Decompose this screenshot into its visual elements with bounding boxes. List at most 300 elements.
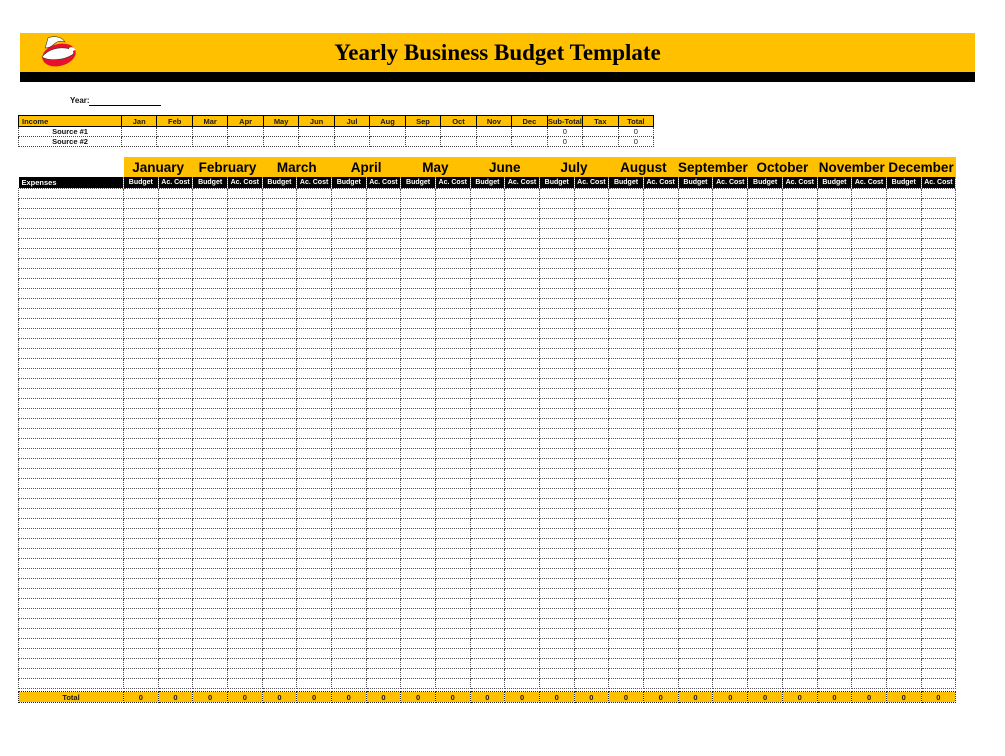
expense-value-cell[interactable] — [574, 329, 609, 339]
income-value-cell[interactable] — [405, 127, 440, 137]
expense-value-cell[interactable] — [262, 239, 297, 249]
expense-value-cell[interactable] — [297, 619, 332, 629]
expense-value-cell[interactable] — [366, 199, 401, 209]
expense-value-cell[interactable] — [886, 509, 921, 519]
expense-value-cell[interactable] — [227, 639, 262, 649]
expense-value-cell[interactable] — [539, 489, 574, 499]
expense-value-cell[interactable] — [366, 249, 401, 259]
expense-value-cell[interactable] — [609, 409, 644, 419]
expense-value-cell[interactable] — [262, 389, 297, 399]
expense-value-cell[interactable] — [158, 189, 193, 199]
expense-value-cell[interactable] — [366, 229, 401, 239]
expense-value-cell[interactable] — [921, 459, 956, 469]
expense-value-cell[interactable] — [435, 319, 470, 329]
expense-value-cell[interactable] — [505, 409, 540, 419]
expense-value-cell[interactable] — [539, 479, 574, 489]
expense-value-cell[interactable] — [609, 379, 644, 389]
expense-value-cell[interactable] — [817, 439, 852, 449]
expense-value-cell[interactable] — [470, 599, 505, 609]
expense-value-cell[interactable] — [852, 589, 887, 599]
expense-value-cell[interactable] — [193, 589, 228, 599]
expense-value-cell[interactable] — [539, 559, 574, 569]
expense-value-cell[interactable] — [643, 299, 678, 309]
expense-value-cell[interactable] — [331, 589, 366, 599]
expense-value-cell[interactable] — [782, 279, 817, 289]
expense-value-cell[interactable] — [366, 369, 401, 379]
expense-value-cell[interactable] — [401, 199, 436, 209]
expense-value-cell[interactable] — [921, 539, 956, 549]
expense-value-cell[interactable] — [643, 479, 678, 489]
expense-value-cell[interactable] — [886, 339, 921, 349]
expense-value-cell[interactable] — [713, 649, 748, 659]
expense-value-cell[interactable] — [539, 609, 574, 619]
expense-value-cell[interactable] — [574, 259, 609, 269]
expense-value-cell[interactable] — [678, 289, 713, 299]
expense-value-cell[interactable] — [609, 449, 644, 459]
expense-value-cell[interactable] — [124, 619, 159, 629]
expense-value-cell[interactable] — [262, 629, 297, 639]
expense-value-cell[interactable] — [401, 349, 436, 359]
expense-value-cell[interactable] — [713, 419, 748, 429]
expense-value-cell[interactable] — [678, 439, 713, 449]
expense-value-cell[interactable] — [782, 229, 817, 239]
expense-value-cell[interactable] — [505, 469, 540, 479]
expense-value-cell[interactable] — [470, 189, 505, 199]
expense-value-cell[interactable] — [227, 229, 262, 239]
expense-value-cell[interactable] — [124, 659, 159, 669]
expense-value-cell[interactable] — [193, 659, 228, 669]
expense-value-cell[interactable] — [713, 359, 748, 369]
expense-value-cell[interactable] — [748, 419, 783, 429]
expense-value-cell[interactable] — [262, 219, 297, 229]
expense-value-cell[interactable] — [748, 639, 783, 649]
expense-value-cell[interactable] — [852, 369, 887, 379]
expense-value-cell[interactable] — [505, 189, 540, 199]
expense-value-cell[interactable] — [262, 369, 297, 379]
expense-value-cell[interactable] — [678, 239, 713, 249]
expense-value-cell[interactable] — [678, 219, 713, 229]
expense-value-cell[interactable] — [748, 459, 783, 469]
expense-value-cell[interactable] — [817, 289, 852, 299]
expense-value-cell[interactable] — [331, 389, 366, 399]
expense-value-cell[interactable] — [782, 249, 817, 259]
expense-value-cell[interactable] — [643, 599, 678, 609]
expense-value-cell[interactable] — [921, 599, 956, 609]
expense-name-cell[interactable] — [19, 419, 124, 429]
expense-name-cell[interactable] — [19, 279, 124, 289]
expense-value-cell[interactable] — [124, 289, 159, 299]
expense-value-cell[interactable] — [713, 529, 748, 539]
expense-value-cell[interactable] — [262, 269, 297, 279]
expense-value-cell[interactable] — [401, 549, 436, 559]
expense-value-cell[interactable] — [539, 319, 574, 329]
expense-value-cell[interactable] — [297, 339, 332, 349]
expense-value-cell[interactable] — [262, 479, 297, 489]
expense-value-cell[interactable] — [435, 429, 470, 439]
expense-value-cell[interactable] — [124, 639, 159, 649]
expense-value-cell[interactable] — [262, 539, 297, 549]
expense-value-cell[interactable] — [886, 619, 921, 629]
expense-value-cell[interactable] — [886, 649, 921, 659]
expense-value-cell[interactable] — [609, 509, 644, 519]
expense-value-cell[interactable] — [470, 469, 505, 479]
expense-value-cell[interactable] — [886, 199, 921, 209]
expense-value-cell[interactable] — [921, 529, 956, 539]
income-value-cell[interactable] — [334, 137, 369, 147]
expense-value-cell[interactable] — [886, 519, 921, 529]
expense-value-cell[interactable] — [435, 189, 470, 199]
expense-value-cell[interactable] — [193, 249, 228, 259]
expense-value-cell[interactable] — [366, 329, 401, 339]
expense-name-cell[interactable] — [19, 389, 124, 399]
expense-value-cell[interactable] — [331, 299, 366, 309]
expense-value-cell[interactable] — [782, 199, 817, 209]
expense-value-cell[interactable] — [643, 459, 678, 469]
expense-value-cell[interactable] — [886, 659, 921, 669]
expense-value-cell[interactable] — [505, 519, 540, 529]
expense-name-cell[interactable] — [19, 369, 124, 379]
expense-value-cell[interactable] — [401, 629, 436, 639]
expense-value-cell[interactable] — [366, 569, 401, 579]
expense-value-cell[interactable] — [713, 539, 748, 549]
expense-value-cell[interactable] — [852, 599, 887, 609]
expense-value-cell[interactable] — [852, 199, 887, 209]
expense-value-cell[interactable] — [609, 639, 644, 649]
expense-value-cell[interactable] — [193, 299, 228, 309]
expense-value-cell[interactable] — [401, 679, 436, 689]
expense-value-cell[interactable] — [886, 489, 921, 499]
expense-value-cell[interactable] — [366, 239, 401, 249]
expense-value-cell[interactable] — [609, 579, 644, 589]
expense-value-cell[interactable] — [609, 349, 644, 359]
expense-value-cell[interactable] — [852, 559, 887, 569]
expense-value-cell[interactable] — [470, 489, 505, 499]
expense-value-cell[interactable] — [678, 489, 713, 499]
expense-value-cell[interactable] — [297, 469, 332, 479]
expense-value-cell[interactable] — [435, 209, 470, 219]
expense-value-cell[interactable] — [366, 289, 401, 299]
expense-value-cell[interactable] — [193, 209, 228, 219]
expense-value-cell[interactable] — [748, 249, 783, 259]
expense-value-cell[interactable] — [331, 399, 366, 409]
expense-value-cell[interactable] — [193, 329, 228, 339]
expense-value-cell[interactable] — [817, 549, 852, 559]
expense-value-cell[interactable] — [748, 499, 783, 509]
expense-value-cell[interactable] — [124, 349, 159, 359]
expense-value-cell[interactable] — [366, 599, 401, 609]
expense-value-cell[interactable] — [401, 309, 436, 319]
expense-value-cell[interactable] — [817, 379, 852, 389]
expense-value-cell[interactable] — [435, 559, 470, 569]
expense-value-cell[interactable] — [262, 569, 297, 579]
expense-value-cell[interactable] — [470, 479, 505, 489]
expense-value-cell[interactable] — [366, 579, 401, 589]
expense-value-cell[interactable] — [262, 439, 297, 449]
expense-value-cell[interactable] — [124, 559, 159, 569]
expense-value-cell[interactable] — [331, 619, 366, 629]
expense-value-cell[interactable] — [401, 389, 436, 399]
expense-value-cell[interactable] — [470, 589, 505, 599]
expense-value-cell[interactable] — [748, 199, 783, 209]
expense-value-cell[interactable] — [921, 389, 956, 399]
expense-value-cell[interactable] — [435, 499, 470, 509]
expense-value-cell[interactable] — [609, 329, 644, 339]
expense-value-cell[interactable] — [262, 279, 297, 289]
expense-name-cell[interactable] — [19, 479, 124, 489]
expense-value-cell[interactable] — [124, 679, 159, 689]
expense-value-cell[interactable] — [331, 229, 366, 239]
expense-value-cell[interactable] — [574, 639, 609, 649]
expense-value-cell[interactable] — [921, 299, 956, 309]
expense-name-cell[interactable] — [19, 409, 124, 419]
expense-value-cell[interactable] — [297, 429, 332, 439]
expense-name-cell[interactable] — [19, 219, 124, 229]
expense-value-cell[interactable] — [158, 359, 193, 369]
expense-value-cell[interactable] — [227, 289, 262, 299]
expense-value-cell[interactable] — [470, 559, 505, 569]
expense-value-cell[interactable] — [678, 599, 713, 609]
expense-value-cell[interactable] — [262, 549, 297, 559]
expense-value-cell[interactable] — [124, 509, 159, 519]
expense-value-cell[interactable] — [158, 469, 193, 479]
expense-value-cell[interactable] — [297, 419, 332, 429]
expense-value-cell[interactable] — [921, 449, 956, 459]
expense-value-cell[interactable] — [297, 549, 332, 559]
expense-value-cell[interactable] — [331, 489, 366, 499]
expense-value-cell[interactable] — [331, 649, 366, 659]
expense-value-cell[interactable] — [817, 679, 852, 689]
expense-value-cell[interactable] — [574, 609, 609, 619]
expense-value-cell[interactable] — [331, 239, 366, 249]
expense-value-cell[interactable] — [435, 369, 470, 379]
expense-value-cell[interactable] — [678, 569, 713, 579]
expense-value-cell[interactable] — [297, 369, 332, 379]
expense-name-cell[interactable] — [19, 529, 124, 539]
expense-value-cell[interactable] — [435, 269, 470, 279]
expense-value-cell[interactable] — [539, 589, 574, 599]
expense-value-cell[interactable] — [643, 629, 678, 639]
expense-value-cell[interactable] — [227, 629, 262, 639]
income-value-cell[interactable] — [512, 127, 547, 137]
expense-value-cell[interactable] — [643, 609, 678, 619]
expense-value-cell[interactable] — [921, 589, 956, 599]
expense-value-cell[interactable] — [713, 289, 748, 299]
expense-value-cell[interactable] — [748, 369, 783, 379]
expense-value-cell[interactable] — [158, 319, 193, 329]
expense-value-cell[interactable] — [505, 339, 540, 349]
expense-value-cell[interactable] — [817, 499, 852, 509]
expense-value-cell[interactable] — [539, 399, 574, 409]
expense-value-cell[interactable] — [158, 339, 193, 349]
expense-value-cell[interactable] — [158, 199, 193, 209]
expense-value-cell[interactable] — [124, 319, 159, 329]
expense-value-cell[interactable] — [678, 519, 713, 529]
expense-name-cell[interactable] — [19, 269, 124, 279]
expense-value-cell[interactable] — [886, 209, 921, 219]
expense-value-cell[interactable] — [609, 469, 644, 479]
expense-value-cell[interactable] — [262, 209, 297, 219]
expense-value-cell[interactable] — [262, 589, 297, 599]
expense-value-cell[interactable] — [643, 579, 678, 589]
expense-value-cell[interactable] — [505, 569, 540, 579]
expense-value-cell[interactable] — [331, 669, 366, 679]
expense-value-cell[interactable] — [297, 519, 332, 529]
expense-value-cell[interactable] — [713, 349, 748, 359]
expense-value-cell[interactable] — [505, 669, 540, 679]
expense-value-cell[interactable] — [609, 289, 644, 299]
expense-value-cell[interactable] — [748, 269, 783, 279]
expense-value-cell[interactable] — [921, 609, 956, 619]
expense-value-cell[interactable] — [470, 259, 505, 269]
expense-value-cell[interactable] — [193, 389, 228, 399]
expense-value-cell[interactable] — [748, 409, 783, 419]
expense-value-cell[interactable] — [852, 579, 887, 589]
expense-value-cell[interactable] — [852, 659, 887, 669]
expense-value-cell[interactable] — [539, 219, 574, 229]
expense-value-cell[interactable] — [401, 609, 436, 619]
expense-value-cell[interactable] — [886, 369, 921, 379]
expense-value-cell[interactable] — [297, 599, 332, 609]
expense-value-cell[interactable] — [366, 519, 401, 529]
expense-value-cell[interactable] — [713, 469, 748, 479]
expense-value-cell[interactable] — [817, 649, 852, 659]
expense-value-cell[interactable] — [158, 509, 193, 519]
expense-value-cell[interactable] — [297, 349, 332, 359]
expense-value-cell[interactable] — [124, 399, 159, 409]
expense-value-cell[interactable] — [748, 579, 783, 589]
expense-value-cell[interactable] — [505, 459, 540, 469]
expense-value-cell[interactable] — [921, 249, 956, 259]
expense-value-cell[interactable] — [435, 359, 470, 369]
expense-value-cell[interactable] — [297, 459, 332, 469]
expense-name-cell[interactable] — [19, 239, 124, 249]
expense-value-cell[interactable] — [782, 339, 817, 349]
expense-value-cell[interactable] — [574, 589, 609, 599]
expense-value-cell[interactable] — [852, 479, 887, 489]
expense-value-cell[interactable] — [366, 629, 401, 639]
expense-value-cell[interactable] — [366, 209, 401, 219]
expense-value-cell[interactable] — [297, 529, 332, 539]
expense-name-cell[interactable] — [19, 349, 124, 359]
expense-value-cell[interactable] — [470, 679, 505, 689]
expense-value-cell[interactable] — [852, 519, 887, 529]
expense-value-cell[interactable] — [713, 589, 748, 599]
expense-value-cell[interactable] — [505, 219, 540, 229]
expense-value-cell[interactable] — [193, 649, 228, 659]
expense-value-cell[interactable] — [297, 379, 332, 389]
expense-value-cell[interactable] — [401, 239, 436, 249]
expense-value-cell[interactable] — [193, 259, 228, 269]
expense-value-cell[interactable] — [886, 359, 921, 369]
expense-value-cell[interactable] — [852, 619, 887, 629]
expense-value-cell[interactable] — [782, 599, 817, 609]
expense-value-cell[interactable] — [366, 469, 401, 479]
expense-value-cell[interactable] — [782, 219, 817, 229]
expense-value-cell[interactable] — [297, 289, 332, 299]
expense-value-cell[interactable] — [748, 359, 783, 369]
expense-value-cell[interactable] — [643, 519, 678, 529]
expense-value-cell[interactable] — [921, 669, 956, 679]
expense-value-cell[interactable] — [297, 609, 332, 619]
expense-value-cell[interactable] — [782, 589, 817, 599]
expense-value-cell[interactable] — [748, 629, 783, 639]
expense-value-cell[interactable] — [713, 519, 748, 529]
expense-value-cell[interactable] — [643, 339, 678, 349]
expense-value-cell[interactable] — [470, 459, 505, 469]
expense-value-cell[interactable] — [643, 369, 678, 379]
income-value-cell[interactable] — [228, 127, 263, 137]
expense-value-cell[interactable] — [227, 509, 262, 519]
expense-value-cell[interactable] — [366, 639, 401, 649]
expense-value-cell[interactable] — [193, 369, 228, 379]
expense-value-cell[interactable] — [643, 219, 678, 229]
expense-value-cell[interactable] — [193, 429, 228, 439]
expense-value-cell[interactable] — [713, 599, 748, 609]
expense-value-cell[interactable] — [227, 549, 262, 559]
expense-value-cell[interactable] — [227, 579, 262, 589]
expense-value-cell[interactable] — [609, 279, 644, 289]
expense-value-cell[interactable] — [331, 439, 366, 449]
expense-value-cell[interactable] — [505, 399, 540, 409]
expense-value-cell[interactable] — [852, 569, 887, 579]
expense-value-cell[interactable] — [748, 679, 783, 689]
expense-value-cell[interactable] — [609, 419, 644, 429]
expense-value-cell[interactable] — [435, 489, 470, 499]
expense-value-cell[interactable] — [886, 269, 921, 279]
expense-value-cell[interactable] — [401, 409, 436, 419]
expense-value-cell[interactable] — [366, 619, 401, 629]
expense-value-cell[interactable] — [817, 509, 852, 519]
expense-value-cell[interactable] — [852, 259, 887, 269]
expense-value-cell[interactable] — [713, 669, 748, 679]
expense-name-cell[interactable] — [19, 509, 124, 519]
expense-value-cell[interactable] — [193, 489, 228, 499]
expense-value-cell[interactable] — [158, 519, 193, 529]
expense-value-cell[interactable] — [331, 219, 366, 229]
expense-value-cell[interactable] — [158, 459, 193, 469]
expense-value-cell[interactable] — [505, 649, 540, 659]
expense-value-cell[interactable] — [539, 409, 574, 419]
expense-value-cell[interactable] — [297, 319, 332, 329]
expense-value-cell[interactable] — [852, 399, 887, 409]
expense-value-cell[interactable] — [748, 439, 783, 449]
expense-value-cell[interactable] — [366, 489, 401, 499]
expense-value-cell[interactable] — [609, 359, 644, 369]
expense-value-cell[interactable] — [678, 549, 713, 559]
expense-value-cell[interactable] — [643, 199, 678, 209]
expense-value-cell[interactable] — [297, 679, 332, 689]
expense-value-cell[interactable] — [435, 229, 470, 239]
expense-value-cell[interactable] — [158, 289, 193, 299]
expense-value-cell[interactable] — [470, 659, 505, 669]
expense-value-cell[interactable] — [193, 599, 228, 609]
expense-value-cell[interactable] — [713, 199, 748, 209]
expense-value-cell[interactable] — [124, 449, 159, 459]
expense-value-cell[interactable] — [921, 639, 956, 649]
expense-value-cell[interactable] — [782, 359, 817, 369]
expense-value-cell[interactable] — [297, 219, 332, 229]
expense-value-cell[interactable] — [262, 649, 297, 659]
expense-value-cell[interactable] — [678, 449, 713, 459]
expense-value-cell[interactable] — [817, 259, 852, 269]
expense-value-cell[interactable] — [574, 199, 609, 209]
expense-value-cell[interactable] — [574, 349, 609, 359]
expense-value-cell[interactable] — [366, 299, 401, 309]
expense-value-cell[interactable] — [401, 599, 436, 609]
expense-value-cell[interactable] — [401, 289, 436, 299]
expense-value-cell[interactable] — [817, 329, 852, 339]
expense-value-cell[interactable] — [748, 279, 783, 289]
